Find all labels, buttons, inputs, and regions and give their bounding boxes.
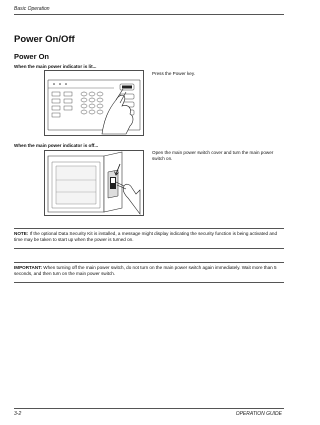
running-header: Basic Operation bbox=[14, 6, 50, 12]
step-1-condition: When the main power indicator is lit... bbox=[14, 64, 97, 69]
section-title: Power On bbox=[14, 52, 50, 61]
power-key-illustration bbox=[44, 70, 144, 136]
header-rule bbox=[14, 14, 284, 15]
step-2-instruction: Open the main power switch cover and turn the main power switch on. bbox=[152, 150, 274, 161]
step-2-condition: When the main power indicator is off... bbox=[14, 143, 99, 148]
note-text: If the optional Data Security Kit is installed, a message might display indicating the security function is being activated and time may be taken to start up when the power is turned on. bbox=[14, 231, 278, 242]
main-power-switch-illustration bbox=[44, 150, 144, 216]
page-number: 3-2 bbox=[14, 411, 22, 417]
important-top-rule bbox=[14, 262, 284, 263]
important-bottom-rule bbox=[14, 282, 284, 283]
footer-rule bbox=[14, 408, 284, 409]
guide-name: OPERATION GUIDE bbox=[235, 411, 282, 417]
note-bottom-rule bbox=[14, 248, 284, 249]
important-text: When turning off the main power switch, do not turn on the main power switch again immediately. Wait more than 5 seconds, and then turn on the main power switch. bbox=[14, 265, 277, 276]
note-label: NOTE: bbox=[14, 231, 29, 236]
step-1-instruction: Press the Power key. bbox=[152, 71, 196, 76]
note-block bbox=[14, 231, 279, 243]
important-block bbox=[14, 265, 279, 277]
note-top-rule bbox=[14, 228, 284, 229]
important-label: IMPORTANT: bbox=[14, 265, 42, 270]
page-title: Power On/Off bbox=[14, 34, 75, 45]
